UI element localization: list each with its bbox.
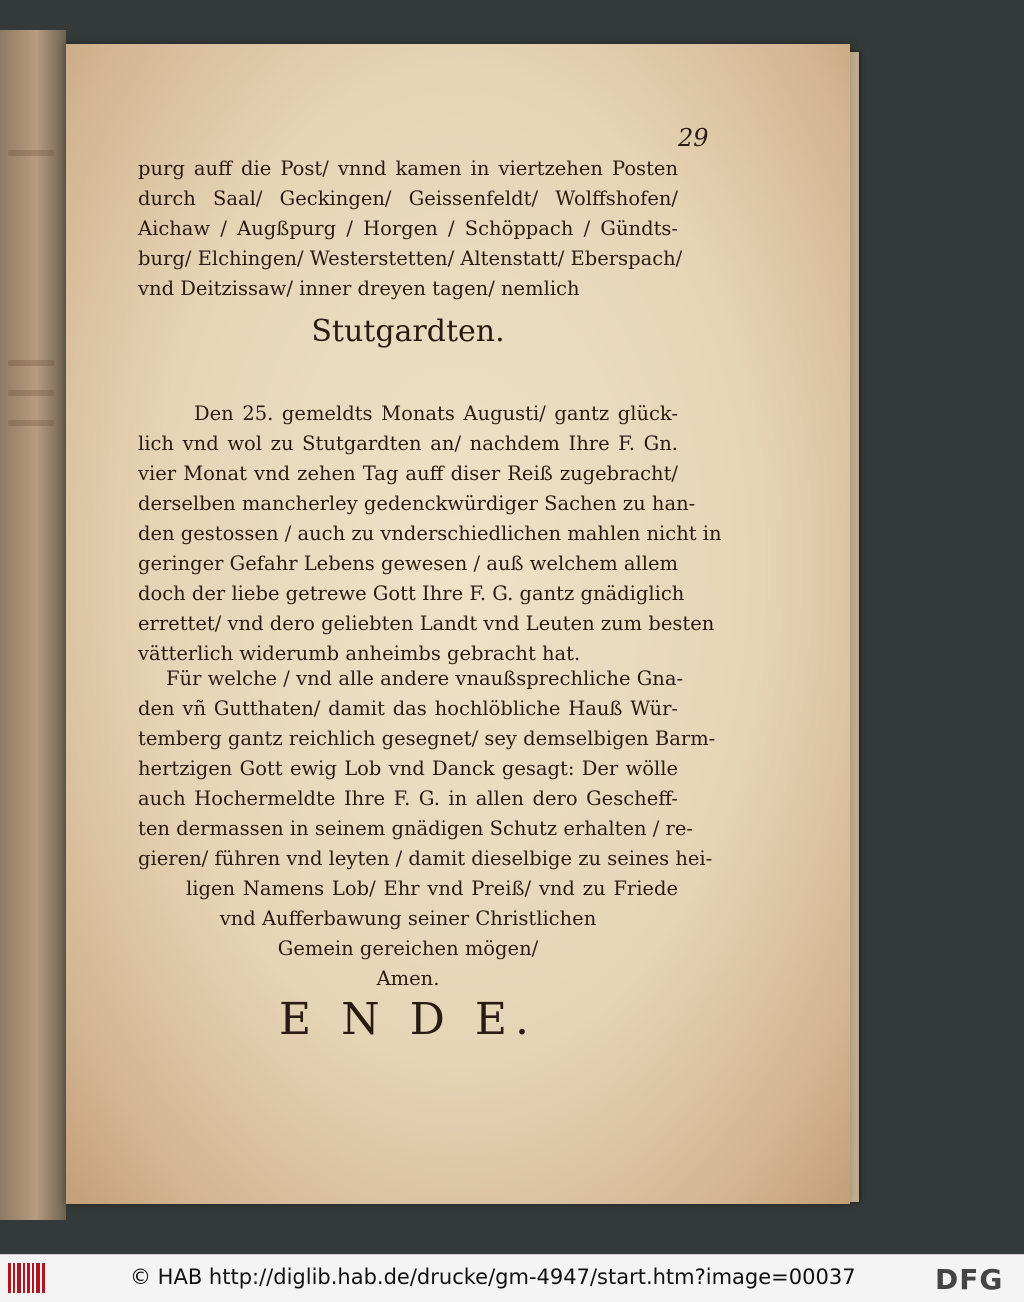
copyright-url-text[interactable]: © HAB http://diglib.hab.de/drucke/gm-4947/start.htm?image=00037 xyxy=(130,1265,856,1289)
text-line: vnd Deitzissaw/ inner dreyen tagen/ nemlich xyxy=(138,277,580,300)
text-line: hertzigen Gott ewig Lob vnd Danck gesagt: Der wölle xyxy=(138,757,678,780)
paragraph-1 xyxy=(138,154,683,304)
text-line: ligen Namens Lob/ Ehr vnd Preiß/ vnd zu Friede xyxy=(186,877,678,900)
text-line: Für welche / vnd alle andere vnaußsprechliche Gna- xyxy=(166,667,684,690)
text-line: den vñ Gutthaten/ damit das hochlöbliche Hauß Wür- xyxy=(138,697,678,720)
text-line: errettet/ vnd dero geliebten Landt vnd Leuten zum besten xyxy=(138,612,715,635)
text-line: temberg gantz reichlich gesegnet/ sey demselbigen Barm- xyxy=(138,727,716,750)
text-line: doch der liebe getrewe Gott Ihre F. G. gantz gnädiglich xyxy=(138,582,685,605)
text-line: vnd Aufferbawung seiner Christlichen xyxy=(219,907,597,930)
text-line: ten dermassen in seinem gnädigen Schutz erhalten / re- xyxy=(138,817,693,840)
page-number: 29 xyxy=(678,124,709,152)
book-page xyxy=(66,44,850,1204)
paragraph-3 xyxy=(138,664,716,994)
text-line: burg/ Elchingen/ Westerstetten/ Altenstatt/ Eberspach/ xyxy=(138,247,683,270)
hab-barcode-logo-icon xyxy=(8,1263,48,1293)
ende-colophon: E N D E. xyxy=(279,994,537,1045)
text-line: Gemein gereichen mögen/ xyxy=(277,937,539,960)
text-line: purg auff die Post/ vnnd kamen in viertzehen Posten xyxy=(138,157,678,180)
viewer-footer xyxy=(0,1254,1024,1302)
text-line: derselben mancherley gedenckwürdiger Sachen zu han- xyxy=(138,492,696,515)
text-line: auch Hochermeldte Ihre F. G. in allen dero Gescheff- xyxy=(138,787,678,810)
text-line: lich vnd wol zu Stutgardten an/ nachdem Ihre F. Gn. xyxy=(138,432,678,455)
text-line: geringer Gefahr Lebens gewesen / auß welchem allem xyxy=(138,552,679,575)
text-line: Amen. xyxy=(376,967,440,990)
text-line: Den 25. gemeldts Monats Augusti/ gantz glück- xyxy=(194,402,678,425)
dfg-logo: DFG xyxy=(935,1263,1004,1296)
paragraph-2 xyxy=(138,399,722,669)
text-line: vätterlich widerumb anheimbs gebracht hat. xyxy=(138,642,581,665)
text-line: Aichaw / Augßpurg / Horgen / Schöppach / Gündts- xyxy=(138,217,678,240)
text-line: durch Saal/ Geckingen/ Geissenfeldt/ Wolffshofen/ xyxy=(138,187,678,210)
facing-page-edge xyxy=(0,30,66,1220)
text-line: gieren/ führen vnd leyten / damit dieselbige zu seines hei- xyxy=(138,847,713,870)
section-heading: Stutgardten. xyxy=(311,314,505,349)
text-line: vier Monat vnd zehen Tag auff diser Reiß zugebracht/ xyxy=(138,462,678,485)
text-line: den gestossen / auch zu vnderschiedlichen mahlen nicht in xyxy=(138,522,722,545)
